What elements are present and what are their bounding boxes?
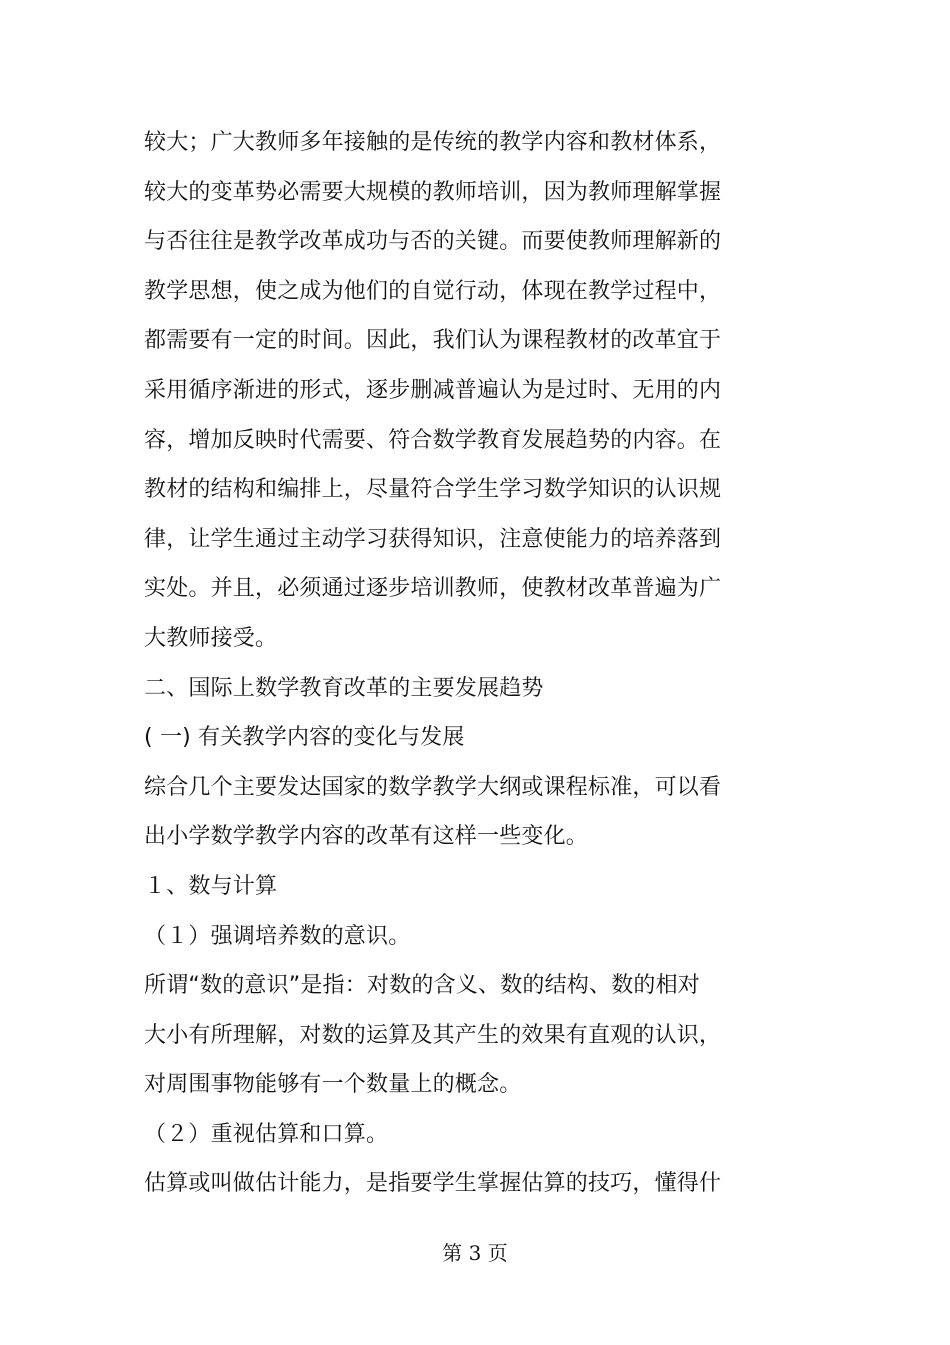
text-line: 实处。并且，必须通过逐步培训教师，使教材改革普遍为广 — [144, 576, 722, 602]
text-line: 采用循序渐进的形式，逐步删减普遍认为是过时、无用的内 — [144, 377, 722, 403]
text-line: 与否往往是教学改革成功与否的关键。而要使教师理解新的 — [144, 229, 722, 255]
page-number: 第 3 页 — [442, 1241, 508, 1265]
text-line: 教学思想，使之成为他们的自觉行动，体现在教学过程中， — [144, 278, 722, 304]
text-line: 对周围事物能够有一个数量上的概念。 — [144, 1072, 522, 1098]
text-line: 教材的结构和编排上，尽量符合学生学习数学知识的认识规 — [144, 477, 722, 503]
text-line: 所谓“数的意识”是指：对数的含义、数的结构、数的相对 — [144, 973, 700, 999]
item-heading: （１）强调培养数的意识。 — [144, 923, 411, 949]
text-line: 容，增加反映时代需要、符合数学教育发展趋势的内容。在 — [144, 427, 722, 453]
text-line: 大教师接受。 — [144, 625, 278, 651]
text-line: 综合几个主要发达国家的数学教学大纲或课程标准，可以看 — [144, 774, 722, 800]
text-line: 律，让学生通过主动学习获得知识，注意使能力的培养落到 — [144, 526, 722, 552]
text-line: 较大的变革势必需要大规模的教师培训，因为教师理解掌握 — [144, 179, 722, 205]
subsection-heading: ( 一) 有关教学内容的变化与发展 — [144, 725, 465, 751]
item-heading: １、数与计算 — [144, 873, 278, 899]
text-line: 估算或叫做估计能力，是指要学生掌握估算的技巧，懂得什 — [144, 1171, 722, 1197]
text-line: 都需要有一定的时间。因此，我们认为课程教材的改革宜于 — [144, 328, 722, 354]
item-heading: （２）重视估算和口算。 — [144, 1121, 389, 1147]
document-body — [144, 118, 764, 1209]
text-line: 大小有所理解，对数的运算及其产生的效果有直观的认识， — [144, 1022, 722, 1048]
text-line: 较大；广大教师多年接触的是传统的教学内容和教材体系， — [144, 130, 722, 155]
text-line: 出小学数学教学内容的改革有这样一些变化。 — [144, 824, 589, 850]
section-heading: 二、国际上数学教育改革的主要发展趋势 — [144, 675, 544, 701]
